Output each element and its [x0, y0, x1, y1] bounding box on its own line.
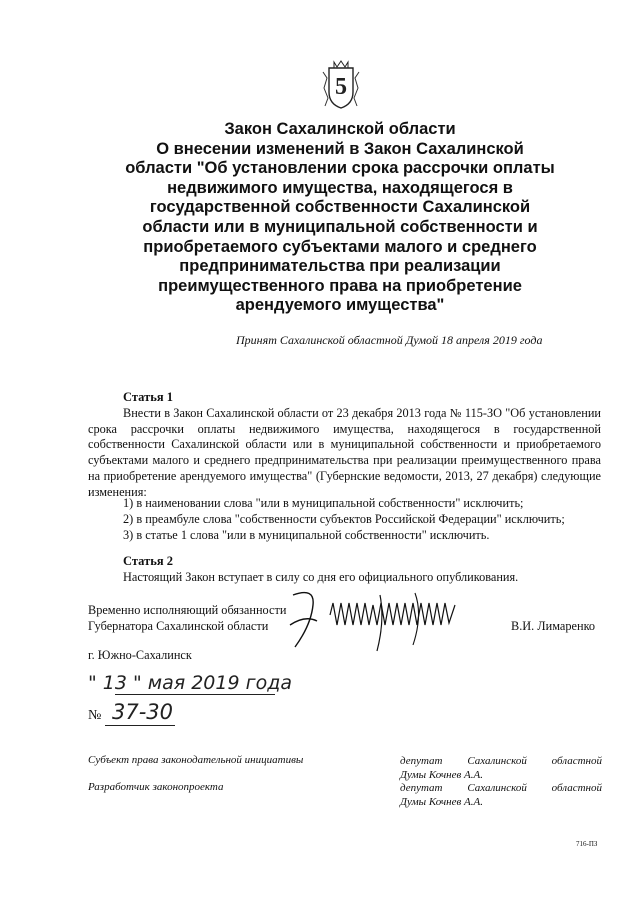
number-prefix: № [88, 708, 102, 723]
handwritten-number: 37-30 [112, 700, 174, 724]
title-line: приобретаемого субъектами малого и среднего [143, 237, 537, 256]
developer-word: областной [551, 782, 602, 794]
signatory-position [88, 602, 286, 634]
article-1-heading: Статья 1 [123, 390, 173, 404]
adoption-note: Принят Сахалинской областной Думой 18 апреля 2019 года [236, 333, 543, 347]
initiative-word: областной [551, 755, 602, 767]
title-line: арендуемого имущества" [235, 296, 445, 315]
initiative-label: Субъект права законодательной инициативы [88, 754, 304, 766]
law-title [60, 120, 620, 316]
title-line: Закон Сахалинской области [224, 120, 456, 138]
initiative-word: депутат [400, 755, 443, 767]
document-code: 716-ПЗ [576, 840, 598, 848]
article-1-text: Внести в Закон Сахалинской области от 23 декабря 2013 года № 115-ЗО "Об установлении срока рассрочки оплаты недвижимого имущества, находящегося в государственной собственности Сахалинской области или в муниципальной собственности и приобретаемого субъектами малого и среднего предпринимательства при реализации преимущественного права на приобретение арендуемого имущества" (Губернские ведомости, 2013, 27 декабря) следующие изменения: [88, 406, 601, 499]
svg-text:5: 5 [335, 74, 347, 100]
title-line: преимущественного права на приобретение [158, 276, 522, 295]
title-line: государственной собственности Сахалинской [149, 198, 531, 217]
initiative-word: Сахалинской [467, 755, 527, 767]
position-line: Временно исполняющий обязанности [88, 603, 287, 617]
sakhalin-coat-of-arms-icon [320, 58, 362, 110]
title-line: области "Об установлении срока рассрочки оплаты [125, 159, 555, 178]
amendment-item: 3) в статье 1 слова "или в муниципальной собственности" исключить. [123, 528, 490, 542]
article-2-text: Настоящий Закон вступает в силу со дня его официального опубликования. [123, 570, 519, 584]
article-2-heading: Статья 2 [123, 554, 173, 568]
developer-value [400, 781, 602, 809]
title-line: О внесении изменений в Закон Сахалинской [156, 139, 524, 158]
amendment-item: 2) в преамбуле слова "собственности субъектов Российской Федерации" исключить; [123, 512, 565, 526]
number-underline [105, 725, 175, 726]
title-line: предпринимательства при реализации [179, 257, 501, 276]
developer-word: депутат [400, 782, 443, 794]
signatory-name: В.И. Лимаренко [511, 619, 596, 633]
developer-word: Думы Кочнев А.А. [400, 796, 483, 808]
developer-label: Разработчик законопроекта [88, 781, 224, 793]
amendment-item: 1) в наименовании слова "или в муниципальной собственности" исключить; [123, 496, 524, 510]
title-line: области или в муниципальной собственности и [142, 217, 538, 236]
title-line: недвижимого имущества, находящегося в [167, 178, 513, 197]
date-underline [115, 694, 275, 695]
initiative-word: Думы Кочнев А.А. [400, 769, 483, 781]
position-line: Губернатора Сахалинской области [88, 619, 269, 633]
handwritten-signature [285, 585, 475, 655]
handwritten-date: " 13 " мая 2019 года [88, 672, 292, 694]
city: г. Южно-Сахалинск [88, 648, 192, 662]
developer-word: Сахалинской [467, 782, 527, 794]
initiative-value [400, 754, 602, 782]
